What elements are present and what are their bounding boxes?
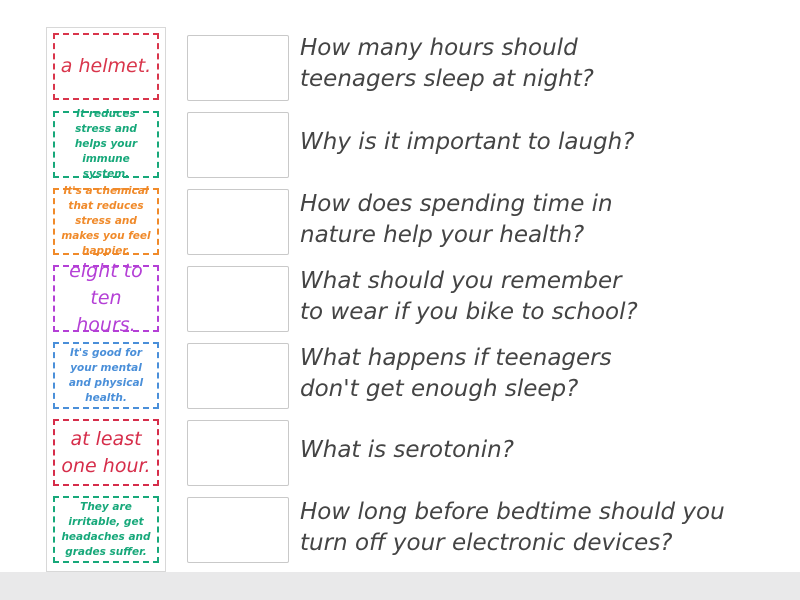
answer-drop-slot[interactable] [187, 343, 289, 409]
bottom-bar [0, 572, 800, 600]
answer-card-text: eight to ten hours. [69, 260, 143, 336]
question-text: Why is it important to laugh? [300, 129, 635, 155]
answer-card-text: It reduces stress and helps your immune system. [74, 108, 138, 180]
answer-card-text: It's good for your mental and physical health. [68, 346, 144, 404]
answer-card[interactable] [53, 185, 159, 257]
question-text: How does spending time in nature help your health? [300, 191, 613, 248]
answer-card-text: It's a chemical that reduces stress and makes you feel happier. [61, 185, 151, 257]
answer-drop-slot[interactable] [187, 266, 289, 332]
answer-card[interactable] [53, 496, 159, 563]
answer-drop-slot[interactable] [187, 497, 289, 563]
answer-drop-slot[interactable] [187, 189, 289, 255]
question-text: What is serotonin? [300, 437, 514, 463]
answer-card[interactable] [53, 33, 159, 100]
answer-drop-slot[interactable] [187, 420, 289, 486]
question-text: What happens if teenagers don't get enough sleep? [300, 345, 612, 402]
answer-card[interactable] [53, 419, 159, 486]
answer-card[interactable] [53, 260, 159, 336]
answer-card-text: at least one hour. [61, 427, 151, 477]
answer-drop-slot[interactable] [187, 112, 289, 178]
answer-drop-slot[interactable] [187, 35, 289, 101]
answer-card[interactable] [53, 342, 159, 409]
answer-card-text: a helmet. [60, 55, 152, 77]
question-text: What should you remember to wear if you bike to school? [300, 268, 638, 325]
question-text: How long before bedtime should you turn off your electronic devices? [300, 499, 725, 556]
answer-card[interactable] [53, 108, 159, 180]
question-text: How many hours should teenagers sleep at night? [300, 35, 594, 92]
answer-card-text: They are irritable, get headaches and grades suffer. [61, 500, 151, 558]
